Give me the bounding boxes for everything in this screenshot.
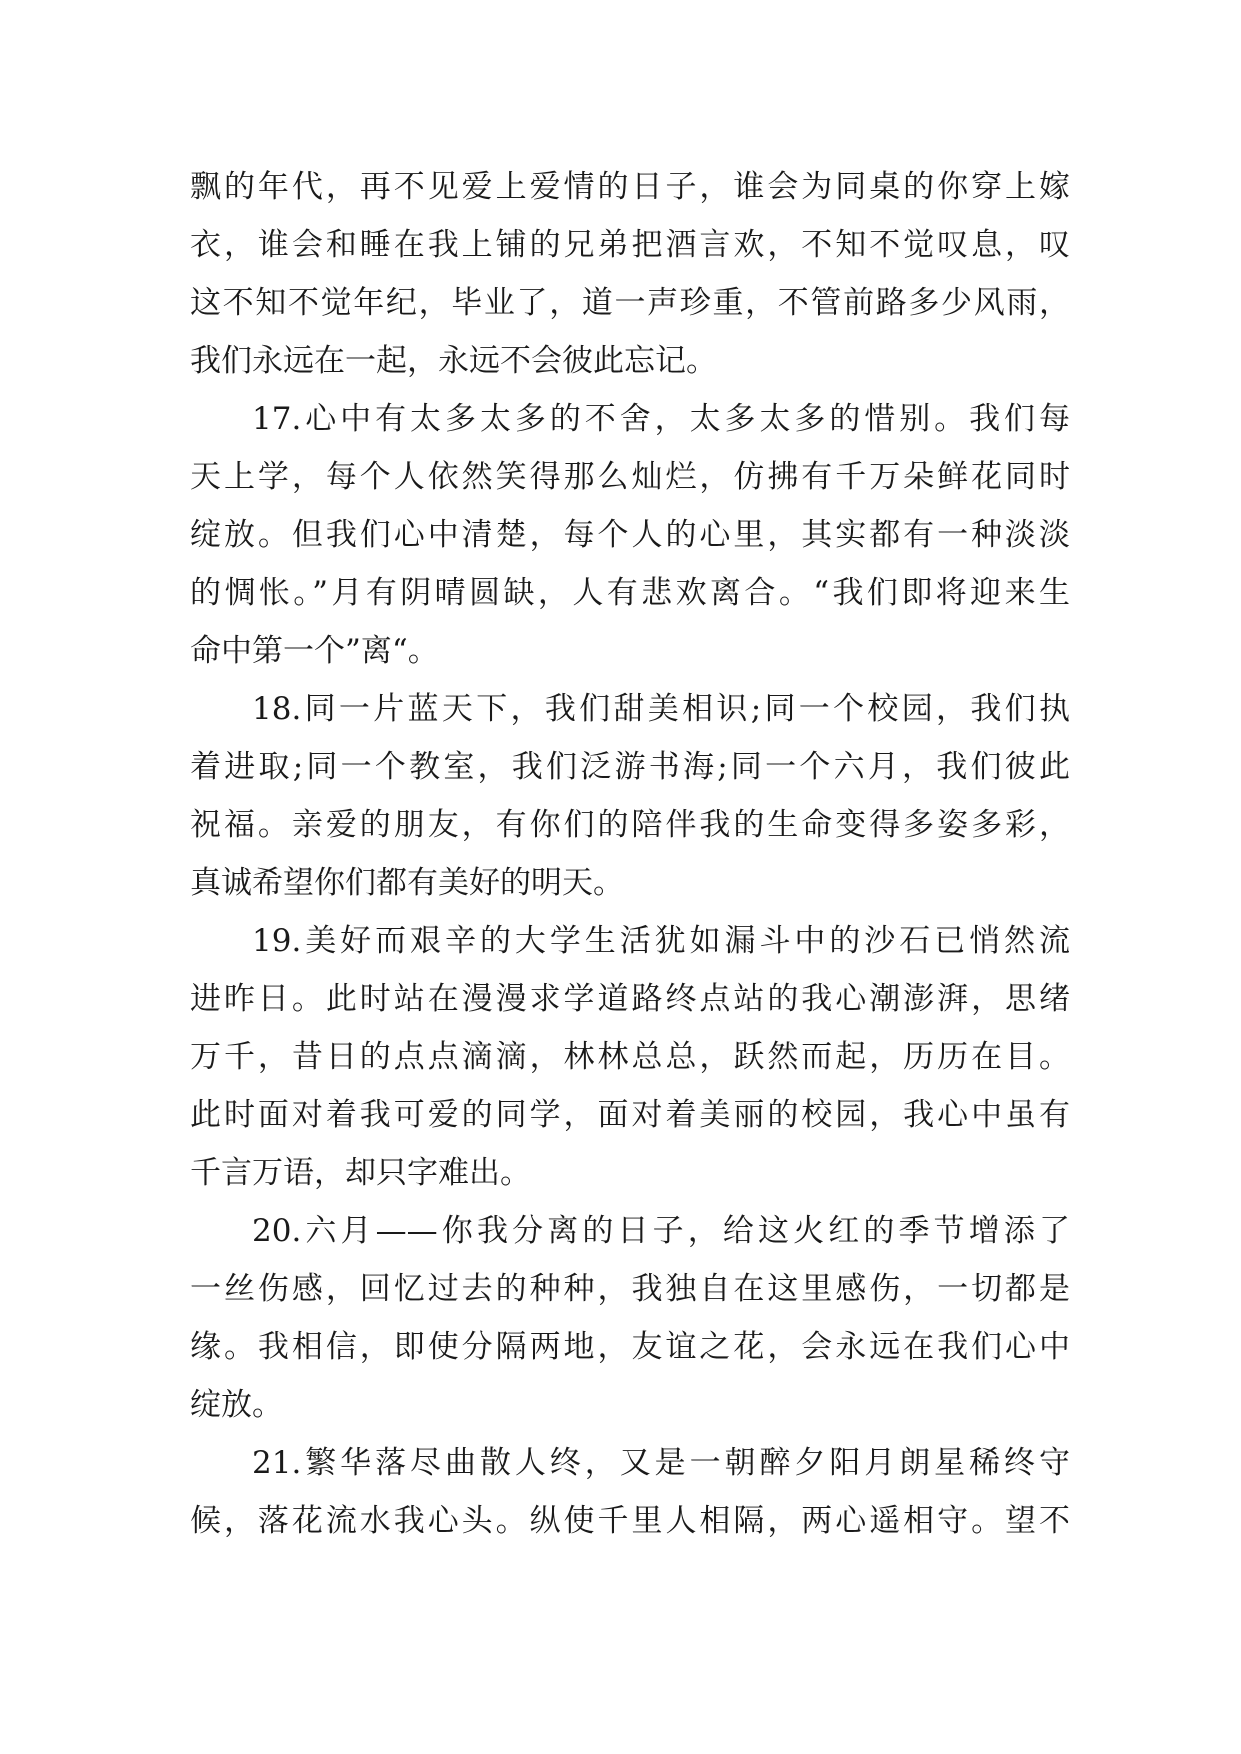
paragraph-21-start: 21.繁华落尽曲散人终，又是一朝醉夕阳月朗星稀终守 xyxy=(252,1445,1070,1481)
text-line: 此时面对着我可爱的同学，面对着美丽的校园，我心中虽有 xyxy=(190,1097,1070,1133)
text-line: 真诚希望你们都有美好的明天。 xyxy=(190,865,624,901)
text-line: 千言万语，却只字难出。 xyxy=(190,1155,531,1191)
text-line: 的惆怅。”月有阴晴圆缺，人有悲欢离合。“我们即将迎来生 xyxy=(190,575,1070,611)
text-line: 万千，昔日的点点滴滴，林林总总，跃然而起，历历在目。 xyxy=(190,1039,1070,1075)
paragraph-18-start: 18.同一片蓝天下，我们甜美相识;同一个校园，我们执 xyxy=(252,691,1070,727)
text-line: 天上学，每个人依然笑得那么灿烂，仿拂有千万朵鲜花同时 xyxy=(190,459,1070,495)
text-line: 着进取;同一个教室，我们泛游书海;同一个六月，我们彼此 xyxy=(190,749,1070,785)
text-line: 我们永远在一起，永远不会彼此忘记。 xyxy=(190,343,717,379)
document-body xyxy=(190,158,1070,1550)
text-line: 缘。我相信，即使分隔两地，友谊之花，会永远在我们心中 xyxy=(190,1329,1070,1365)
text-line: 命中第一个”离“。 xyxy=(190,633,439,669)
text-line: 绽放。 xyxy=(190,1387,283,1423)
text-line: 这不知不觉年纪，毕业了，道一声珍重，不管前路多少风雨， xyxy=(190,285,1070,321)
text-line: 候，落花流水我心头。纵使千里人相隔，两心遥相守。望不 xyxy=(190,1503,1070,1539)
text-line: 一丝伤感，回忆过去的种种，我独自在这里感伤，一切都是 xyxy=(190,1271,1070,1307)
paragraph-20-start: 20.六月——你我分离的日子，给这火红的季节增添了 xyxy=(252,1213,1070,1249)
text-line: 进昨日。此时站在漫漫求学道路终点站的我心潮澎湃，思绪 xyxy=(190,981,1070,1017)
text-line: 衣，谁会和睡在我上铺的兄弟把酒言欢，不知不觉叹息，叹 xyxy=(190,227,1070,263)
paragraph-17-start: 17.心中有太多太多的不舍，太多太多的惜别。我们每 xyxy=(252,401,1070,437)
text-line: 祝福。亲爱的朋友，有你们的陪伴我的生命变得多姿多彩， xyxy=(190,807,1070,843)
paragraph-19-start: 19.美好而艰辛的大学生活犹如漏斗中的沙石已悄然流 xyxy=(252,923,1070,959)
text-line: 绽放。但我们心中清楚，每个人的心里，其实都有一种淡淡 xyxy=(190,517,1070,553)
text-line: 飘的年代，再不见爱上爱情的日子，谁会为同桌的你穿上嫁 xyxy=(190,169,1070,205)
